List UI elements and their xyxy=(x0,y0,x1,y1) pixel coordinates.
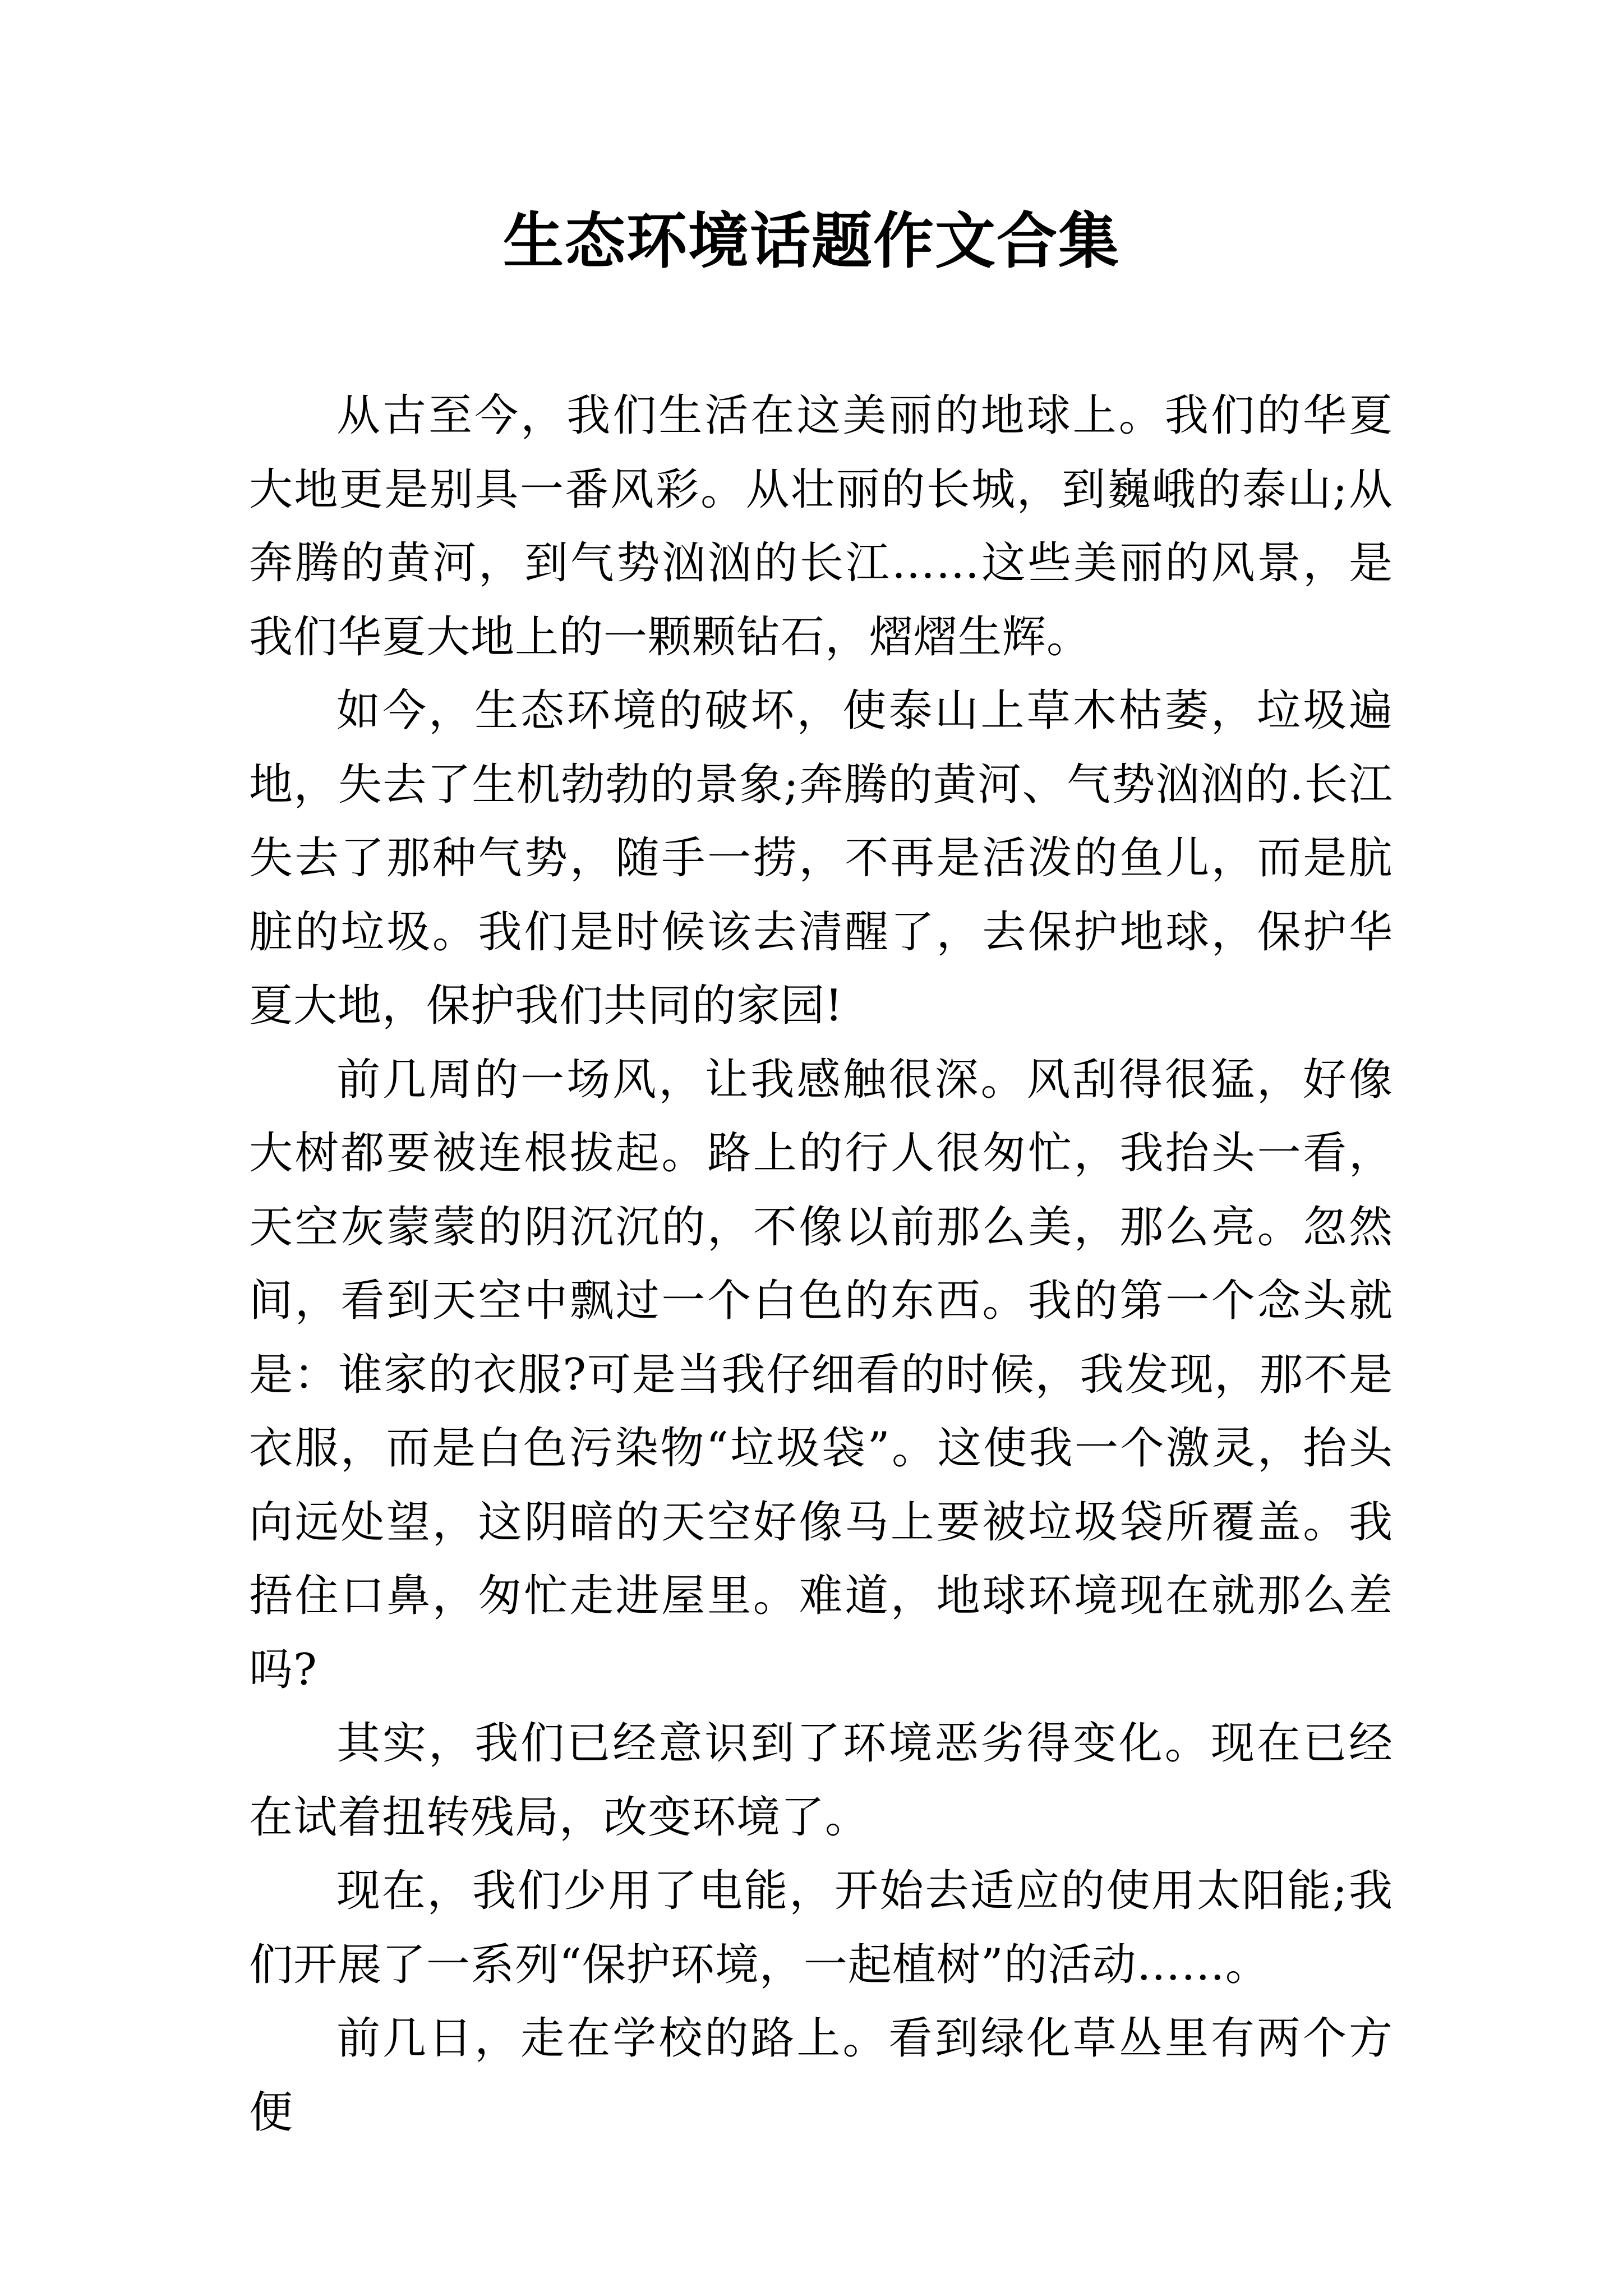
document-title: 生态环境话题作文合集 xyxy=(502,206,1120,277)
paragraph: 其实，我们已经意识到了环境恶劣得变化。现在已经在试着扭转残局，改变环境了。 xyxy=(249,1718,1393,1843)
paragraph: 前几周的一场风，让我感触很深。风刮得很猛，好像大树都要被连根拔起。路上的行人很匆忙，我抬头一看，天空灰蒙蒙的阴沉沉的，不像以前那么美，那么亮。忽然间，看到天空中飘过一个白色的东西。我的第一个念头就是：谁家的衣服?可是当我仔细看的时候，我发现，那不是衣服，而是白色污染物“垃圾袋”。这使我一个激灵，抬头向远处望，这阴暗的天空好像马上要被垃圾袋所覆盖。我捂住口鼻，匆忙走进屋里。难道，地球环境现在就那么差吗? xyxy=(249,1054,1393,1695)
paragraph: 前几日，走在学校的路上。看到绿化草丛里有两个方便 xyxy=(249,2013,1393,2138)
paragraph: 现在，我们少用了电能，开始去适应的使用太阳能;我们开展了一系列“保护环境，一起植树”的活动……。 xyxy=(249,1866,1393,1990)
paragraph: 从古至今，我们生活在这美丽的地球上。我们的华夏大地更是别具一番风彩。从壮丽的长城，到巍峨的泰山;从奔腾的黄河，到气势汹汹的长江……这些美丽的风景，是我们华夏大地上的一颗颗钻石，熠熠生辉。 xyxy=(249,390,1393,662)
paragraph: 如今，生态环境的破坏，使泰山上草木枯萎，垃圾遍地，失去了生机勃勃的景象;奔腾的黄河、气势汹汹的.长江失去了那种气势，随手一捞，不再是活泼的鱼儿，而是肮脏的垃圾。我们是时候该去清醒了，去保护地球，保护华夏大地，保护我们共同的家园! xyxy=(249,685,1393,1031)
document-body xyxy=(249,379,1393,2150)
